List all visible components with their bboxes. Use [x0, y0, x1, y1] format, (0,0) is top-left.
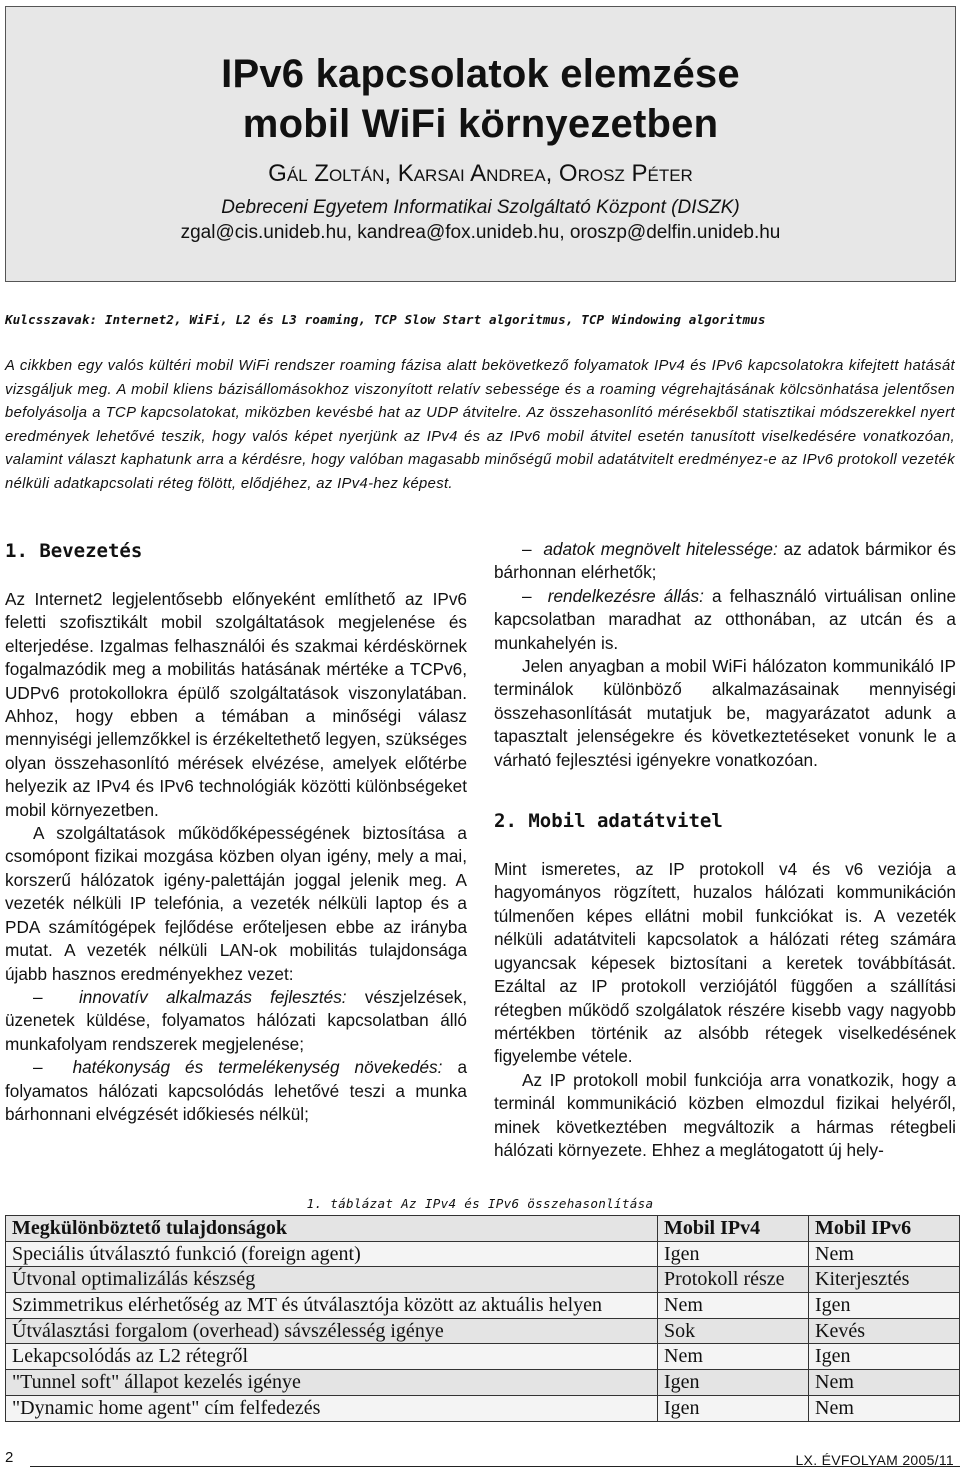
list-item-label: rendelkezésre állás: [547, 585, 704, 606]
paragraph: A szolgáltatások működőképességének biztosítása a csomópont fizikai mozgása közben olyan igény, mely a mai, korszerű hálózatok igény-palettáján joggal jelenik meg. A vezeték nélküli IP telefónia, a vezeték nélküli laptop és a PDA számítógépek fejlődése erőteljesen ebbe az irányba mutat. A vezeték nélküli LAN-ok mobilitás tulajdonsága újabb hasznos eredményekhez vezet: [5, 823, 467, 984]
paragraph: Az Internet2 legjelentősebb előnyeként említhető az IPv6 feletti szofisztikált mobil szolgáltatások megjelenése és elterjedése. Izgalmas felhasználói és szakmai kérdéskörnek fogalmazódik meg a mobilitás hatásának mértéke a TCPv6, UDPv6 protokollokra épülő szolgáltatások viszonylatában. Ahhoz, hogy ebben a témában a minőségi válasz mennyiségi jellemzőkkel is érzékeltethető legyen, szükséges olyan összehasonlító mérések elvézése, amelyek előtérbe helyezik az IPv4 és IPv6 technológiák közötti különbségeket mobil környezetben. [5, 589, 467, 820]
list-item: – innovatív alkalmazás fejlesztés: vészjelzések, üzenetek küldése, folyamatos hálózati kapcsolatban álló munkafolyam rendszerek megjelenése; [5, 986, 468, 1054]
list-item-text: vészjelzések, üzenetek küldése, folyamatos hálózati kapcsolatban álló munkafolyam rendszerek megjelenése; [5, 986, 468, 1054]
table-cell: "Dynamic home agent" cím felfedezés [6, 1395, 658, 1421]
section-heading-mobile-data: 2. Mobil adatátvitel [494, 810, 723, 833]
table-cell: "Tunnel soft" állapot kezelés igénye [6, 1370, 658, 1396]
table-row [6, 1241, 960, 1267]
table-cell: Szimmetrikus elérhetőség az MT és útválasztója között az aktuális helyen [6, 1293, 658, 1319]
table-row [6, 1370, 960, 1396]
right-column [494, 538, 956, 1162]
list-item-text: a felhasználó virtuálisan online kapcsolatban maradhat az otthonában, az utcán és a munkahelyén is. [494, 585, 957, 653]
list-item-text: a folyamatos hálózati kapcsolódás lehetővé teszi a munka bárhonnani elvégzését időkiesés nélkül; [5, 1057, 468, 1124]
title-block [5, 6, 956, 282]
table-cell: Igen [658, 1241, 809, 1267]
page-number: 2 [5, 1449, 14, 1466]
abstract: A cikkben egy valós kültéri mobil WiFi rendszer roaming fázisa alatt bekövetkező folyamatok IPv4 és IPv6 kapcsolatokra kifejtett hatását vizsgáljuk meg. A mobil kliens bázisállomásokhoz viszonyított relatív sebessége és a roaming végrehajtásának kölcsönhatása jelentősen befolyásolja a TCP kapcsolatokat, miközben kevésbé hat az UDP átvitelre. Az összehasonlító mérésekből statisztikai módszerekkel nyert eredmények lehetővé teszik, hogy valós képet nyerjünk az IPv4 és az IPv6 mobil átvitel esetén tanusított viselkedésére vonatkozóan, valamint választ kaphatunk arra a kérdésre, hogy valóban magasabb minőségű mobil adatátvitelt eredményez-e az IPv6 protokoll vezeték nélküli adatkapcsolati réteg fölött, elődjéhez, az IPv4-hez képest. [5, 358, 955, 492]
list-item: – rendelkezésre állás: a felhasználó virtuálisan online kapcsolatban maradhat az otthonában, az utcán és a munkahelyén is. [494, 585, 957, 653]
section-spacer [494, 772, 956, 808]
table-row [6, 1395, 960, 1421]
table-cell: Sok [658, 1318, 809, 1344]
list-item-label: hatékonyság és termelékenység növekedés: [72, 1057, 443, 1078]
list-item: – hatékonyság és termelékenység növekedés: a folyamatos hálózati kapcsolódás lehetővé teszi a munka bárhonnani elvégzését időkiesés nélkül; [5, 1057, 468, 1124]
comparison-table [5, 1215, 960, 1422]
table-cell: Nem [658, 1344, 809, 1370]
table-row [6, 1318, 960, 1344]
paragraph: Mint ismeretes, az IP protokoll v4 és v6 veziója a hagyományos rögzített, huzalos hálózati kommunikáción túlmenően képes ellátni mobil funkciókat is. A vezeték nélküli adatátviteli kapcsolatok a hálózati réteg számára ugyancsak képesek biztosítani a keretek továbbítását. Ezáltal az IP protokoll verziójától függően a szállítási rétegben működő szolgálatok részére kisebb vagy nagyobb mértékben történik az alsóbb rétegek viselkedésének figyelembe vétele. [494, 859, 956, 1067]
table-cell: Igen [809, 1344, 960, 1370]
paragraph: Az IP protokoll mobil funkciója arra vonatkozik, hogy a terminál kommunikáció közben elmozdul fizikai helyéről, minek következtében megváltozik a hármas rétegbeli hálózati környezete. Ehhez a meglátogatott új hely- [494, 1069, 956, 1160]
list-item-label: adatok megnövelt hitelessége: [543, 539, 778, 559]
author-emails: zgal@cis.unideb.hu, kandrea@fox.unideb.hu, oroszp@delfin.unideb.hu [180, 222, 781, 243]
paper-title-line-1: IPv6 kapcsolatok elemzése [221, 52, 740, 96]
paper-title-line-2: mobil WiFi környezetben [242, 102, 719, 146]
table-cell: Protokoll része [658, 1267, 809, 1293]
table-header-cell: Mobil IPv6 [809, 1216, 960, 1242]
table-cell: Igen [809, 1293, 960, 1319]
table-cell: Nem [809, 1241, 960, 1267]
journal-issue: LX. ÉVFOLYAM 2005/11 [795, 1452, 954, 1468]
keywords: Kulcsszavak: Internet2, WiFi, L2 és L3 roaming, TCP Slow Start algoritmus, TCP Windowing algoritmus [5, 312, 766, 327]
table-row [6, 1267, 960, 1293]
list-item: – adatok megnövelt hitelessége: az adatok bármikor és bárhonnan elérhetők; [494, 539, 957, 583]
table-header-cell: Megkülönböztető tulajdonságok [6, 1216, 658, 1242]
table-row [6, 1344, 960, 1370]
list-item-text: az adatok bármikor és bárhonnan elérhetők; [494, 539, 957, 583]
table-cell: Kiterjesztés [809, 1267, 960, 1293]
table-row [6, 1293, 960, 1319]
affiliation: Debreceni Egyetem Informatikai Szolgáltató Központ (DISZK) [221, 197, 740, 218]
table-header-cell: Mobil IPv4 [658, 1216, 809, 1242]
table-cell: Nem [809, 1395, 960, 1421]
paragraph: Jelen anyagban a mobil WiFi hálózaton kommunikáló IP terminálok különböző alkalmazásainak mennyiségi összehasonlítását mutatjuk be, magyarázatot adunk a tapasztalt jelenségekre és következtetéseket vonunk le a várható fejlesztési igényekre vonatkozóan. [494, 656, 956, 770]
table-cell: Nem [809, 1370, 960, 1396]
left-column [5, 538, 467, 1126]
table-cell: Útválasztási forgalom (overhead) sávszélesség igénye [6, 1318, 658, 1344]
table-cell: Igen [658, 1370, 809, 1396]
table-cell: Nem [658, 1293, 809, 1319]
table-cell: Igen [658, 1395, 809, 1421]
table-cell: Kevés [809, 1318, 960, 1344]
list-item-label: innovatív alkalmazás fejlesztés: [78, 986, 347, 1007]
authors: Gál Zoltán, Karsai Andrea, Orosz Péter [268, 160, 693, 187]
table-cell: Speciális útválasztó funkció (foreign agent) [6, 1241, 658, 1267]
table-caption: 1. táblázat Az IPv4 és IPv6 összehasonlítása [306, 1196, 654, 1211]
table-header-row [6, 1216, 960, 1242]
table-cell: Lekapcsolódás az L2 rétegről [6, 1344, 658, 1370]
table-cell: Útvonal optimalizálás készség [6, 1267, 658, 1293]
section-heading-introduction: 1. Bevezetés [5, 540, 143, 562]
